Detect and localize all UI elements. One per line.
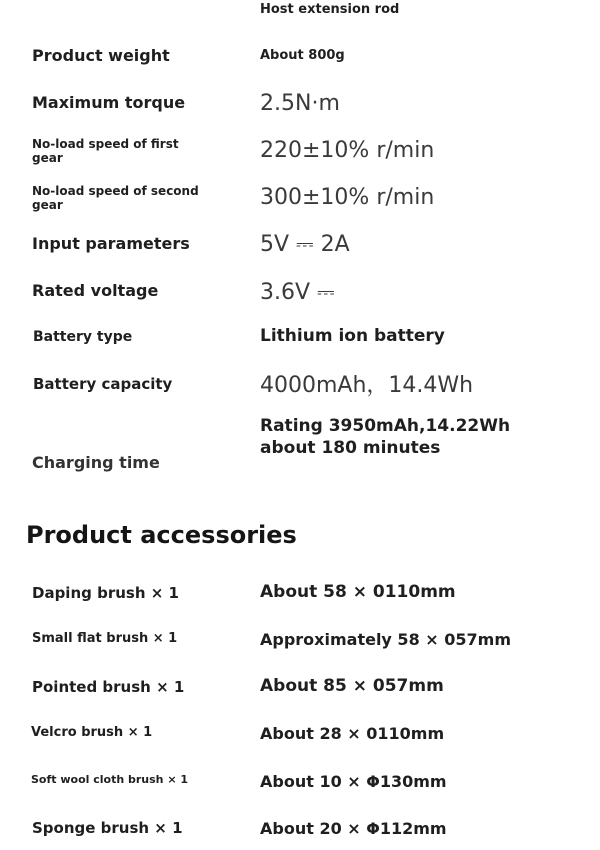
spec-value-charging-rating: Rating 3950mAh,14.22Wh bbox=[260, 416, 511, 436]
spec-value-battery-capacity: 4000mAh，14.4Wh bbox=[260, 373, 474, 398]
accessory-size-soft-wool-cloth-brush: About 10 × Φ130mm bbox=[260, 772, 447, 791]
accessory-label-pointed-brush: Pointed brush × 1 bbox=[32, 678, 185, 696]
accessory-size-sponge-brush: About 20 × Φ112mm bbox=[260, 819, 447, 838]
accessory-label-small-flat-brush: Small flat brush × 1 bbox=[32, 631, 178, 646]
spec-value-first-gear-speed: 220±10% r/min bbox=[260, 138, 435, 163]
spec-label-second-gear-speed: No-load speed of second gear bbox=[32, 184, 199, 213]
spec-value-host-extension-rod: Host extension rod bbox=[260, 2, 400, 17]
accessory-size-small-flat-brush: Approximately 58 × 057mm bbox=[260, 630, 511, 649]
spec-label-input-parameters: Input parameters bbox=[32, 234, 190, 253]
accessory-size-pointed-brush: About 85 × 057mm bbox=[260, 676, 444, 696]
spec-value-battery-type: Lithium ion battery bbox=[260, 326, 445, 346]
spec-value-rated-voltage: 3.6V ⎓ bbox=[260, 280, 335, 305]
section-title-product-accessories: Product accessories bbox=[26, 521, 297, 549]
accessory-label-velcro-brush: Velcro brush × 1 bbox=[31, 725, 153, 740]
spec-value-product-weight: About 800g bbox=[260, 48, 345, 63]
spec-label-maximum-torque: Maximum torque bbox=[32, 93, 186, 112]
accessory-size-daping-brush: About 58 × 0110mm bbox=[260, 582, 456, 602]
spec-value-input-parameters: 5V ⎓ 2A bbox=[260, 232, 350, 257]
accessory-label-sponge-brush: Sponge brush × 1 bbox=[32, 819, 183, 837]
spec-label-battery-type: Battery type bbox=[33, 329, 133, 345]
spec-value-maximum-torque: 2.5N·m bbox=[260, 91, 340, 116]
spec-label-charging-time: Charging time bbox=[32, 453, 160, 472]
spec-label-battery-capacity: Battery capacity bbox=[33, 375, 173, 393]
accessory-size-velcro-brush: About 28 × 0110mm bbox=[260, 724, 445, 743]
spec-label-rated-voltage: Rated voltage bbox=[32, 281, 159, 300]
accessory-label-daping-brush: Daping brush × 1 bbox=[32, 584, 179, 602]
spec-value-second-gear-speed: 300±10% r/min bbox=[260, 185, 435, 210]
spec-label-first-gear-speed: No-load speed of first gear bbox=[32, 137, 179, 166]
accessory-label-soft-wool-cloth-brush: Soft wool cloth brush × 1 bbox=[31, 773, 189, 786]
spec-label-product-weight: Product weight bbox=[32, 46, 170, 65]
spec-value-charging-time: about 180 minutes bbox=[260, 438, 441, 458]
